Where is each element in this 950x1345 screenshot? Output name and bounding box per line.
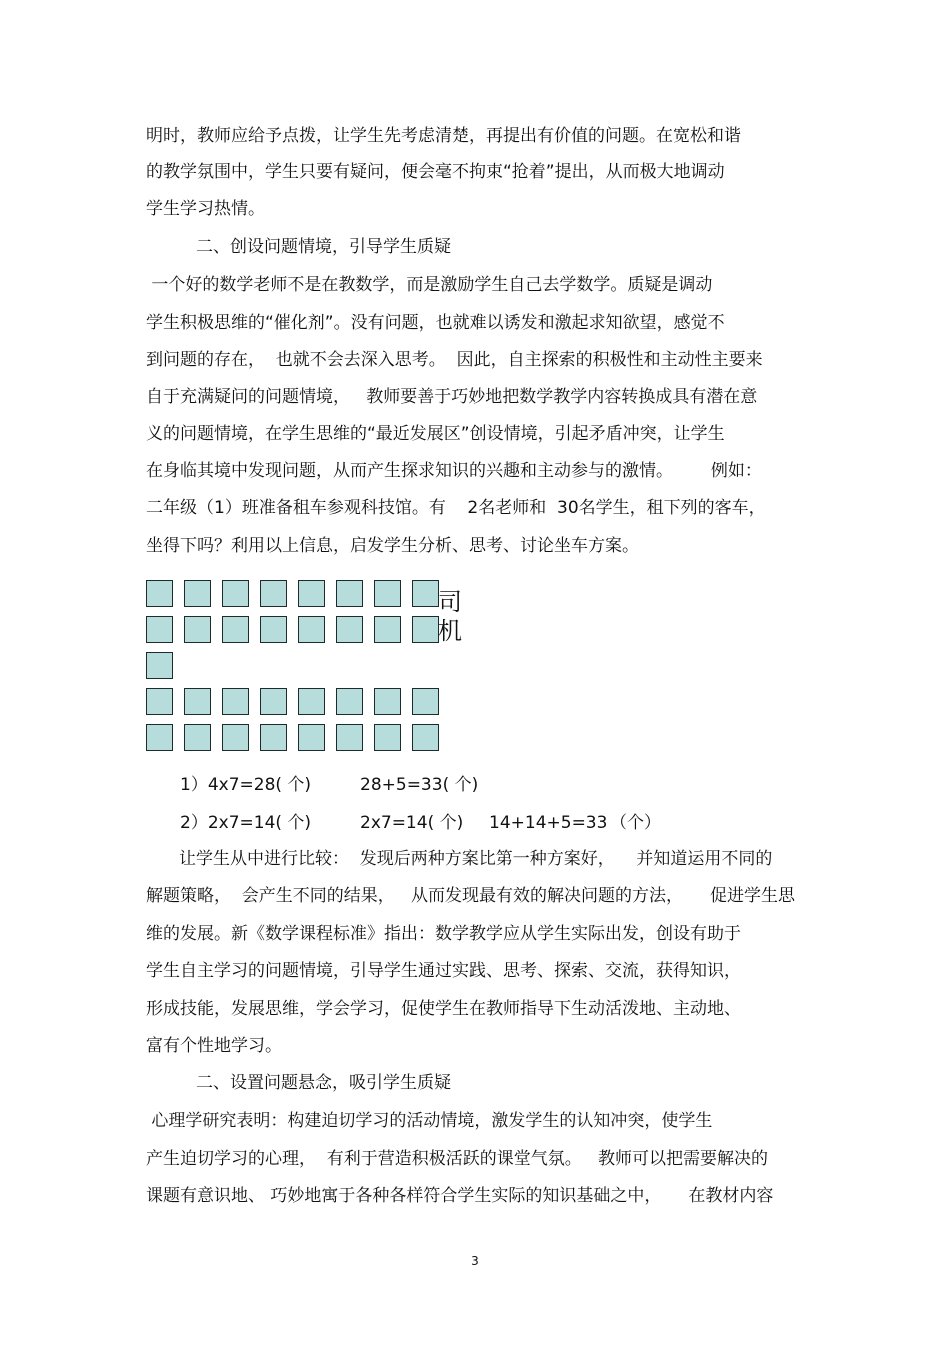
seat-row	[146, 616, 450, 643]
seat	[222, 724, 249, 751]
seat-row	[146, 724, 450, 751]
text-line: 维的发展。新《数学课程标准》指出：数学教学应从学生实际出发，创设有助于	[146, 924, 741, 944]
seat	[222, 580, 249, 607]
driver-label-char: 机	[438, 617, 462, 645]
seat	[146, 616, 173, 643]
text-line: 的教学氛围中，学生只要有疑问，便会毫不拘束“抢着”提出，从而极大地调动	[146, 162, 725, 182]
calc-text: （个）	[610, 813, 661, 833]
seat	[412, 688, 439, 715]
seat	[184, 580, 211, 607]
text-line: 学生自主学习的问题情境，引导学生通过实践、思考、探索、交流，获得知识，	[146, 961, 741, 981]
text-line: 形成技能，发展思维，学会学习，促使学生在教师指导下生动活泼地、主动地、	[146, 999, 741, 1019]
seat	[336, 688, 363, 715]
seat	[374, 580, 401, 607]
seat	[412, 616, 439, 643]
calc-text: 28+5=33( 个)	[360, 775, 479, 795]
seat	[184, 616, 211, 643]
text-line: 让学生从中进行比较： 发现后两种方案比第一种方案好， 并知道运用不同的	[179, 849, 773, 869]
seat	[374, 724, 401, 751]
seat	[260, 616, 287, 643]
seat	[374, 616, 401, 643]
section-heading: 二、创设问题情境，引导学生质疑	[196, 237, 451, 257]
seat	[146, 580, 173, 607]
calc-text: 2）2x7=14( 个)	[180, 813, 312, 833]
bus-seat-diagram	[146, 580, 450, 760]
text-line: 在身临其境中发现问题，从而产生探求知识的兴趣和主动参与的激情。 例如：	[146, 461, 762, 481]
calc-text: 14+14+5=33	[489, 813, 608, 833]
seat-row	[146, 688, 450, 715]
calc-text: 2x7=14( 个)	[360, 813, 464, 833]
text-line: 富有个性地学习。	[146, 1036, 282, 1056]
seat	[184, 688, 211, 715]
seat	[184, 724, 211, 751]
seat	[260, 724, 287, 751]
text-line: 坐得下吗？利用以上信息，启发学生分析、思考、讨论坐车方案。	[146, 536, 639, 556]
seat	[146, 724, 173, 751]
text-line: 二年级（1）班准备租车参观科技馆。有 2名老师和 30名学生，租下列的客车，	[146, 498, 766, 518]
seat	[222, 616, 249, 643]
seat-row	[146, 580, 450, 607]
calc-text: 1）4x7=28( 个)	[180, 775, 312, 795]
page-number: 3	[471, 1254, 479, 1268]
text-line: 心理学研究表明：构建迫切学习的活动情境，激发学生的认知冲突，使学生	[146, 1111, 713, 1131]
text-line: 学生积极思维的“催化剂”。没有问题，也就难以诱发和激起求知欲望，感觉不	[146, 313, 725, 333]
seat-row	[146, 652, 450, 679]
seat	[412, 724, 439, 751]
text-line: 解题策略， 会产生不同的结果， 从而发现最有效的解决问题的方法， 促进学生思	[146, 886, 796, 906]
seat	[298, 616, 325, 643]
seat	[146, 652, 173, 679]
seat	[374, 688, 401, 715]
seat	[336, 580, 363, 607]
section-heading: 二、设置问题悬念，吸引学生质疑	[196, 1073, 451, 1093]
driver-label-char: 司	[438, 588, 462, 616]
text-line: 课题有意识地、 巧妙地寓于各种各样符合学生实际的知识基础之中， 在教材内容	[146, 1186, 774, 1206]
text-line: 学生学习热情。	[146, 199, 265, 219]
seat	[222, 688, 249, 715]
seat	[298, 724, 325, 751]
seat	[260, 688, 287, 715]
seat	[412, 580, 439, 607]
text-line: 明时，教师应给予点拨，让学生先考虑清楚，再提出有价值的问题。在宽松和谐	[146, 126, 741, 146]
text-line: 到问题的存在， 也就不会去深入思考。 因此，自主探索的积极性和主动性主要来	[146, 350, 763, 370]
seat	[260, 580, 287, 607]
seat	[298, 580, 325, 607]
seat	[146, 688, 173, 715]
text-line: 义的问题情境，在学生思维的“最近发展区”创设情境，引起矛盾冲突，让学生	[146, 424, 725, 444]
text-line: 自于充满疑问的问题情境， 教师要善于巧妙地把数学教学内容转换成具有潜在意	[146, 387, 758, 407]
driver-label	[438, 588, 468, 646]
seat	[336, 724, 363, 751]
text-line: 一个好的数学老师不是在教数学，而是激励学生自己去学数学。质疑是调动	[146, 275, 713, 295]
text-line: 产生迫切学习的心理， 有利于营造积极活跃的课堂气氛。 教师可以把需要解决的	[146, 1149, 769, 1169]
seat	[336, 616, 363, 643]
seat	[298, 688, 325, 715]
